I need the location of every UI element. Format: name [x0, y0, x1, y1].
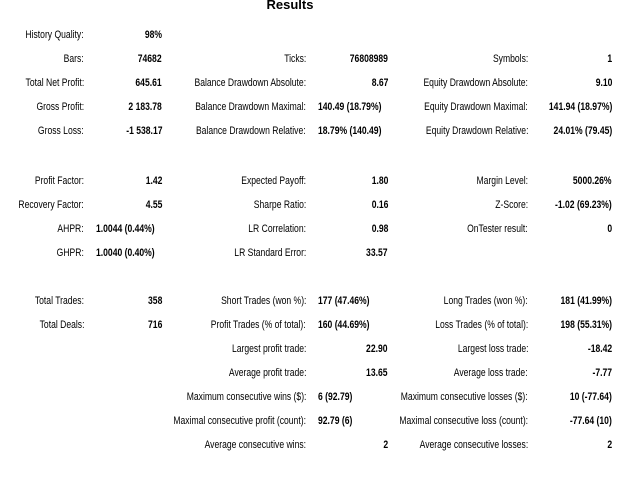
label-b: LR Correlation: — [248, 223, 306, 235]
results-row — [0, 339, 640, 359]
label-c: Z-Score: — [495, 199, 528, 211]
value-a: 358 — [147, 295, 162, 307]
label-b: Expected Payoff: — [241, 175, 306, 187]
results-row — [0, 363, 640, 383]
label-a: Bars: — [63, 53, 84, 65]
value-b: 1.80 — [371, 175, 388, 187]
label-b: Balance Drawdown Relative: — [196, 125, 306, 137]
value-c: 24.01% (79.45) — [553, 125, 612, 137]
value-c: 9.10 — [595, 77, 612, 89]
results-row — [0, 243, 640, 263]
label-c: Symbols: — [492, 53, 528, 65]
results-row — [0, 387, 640, 407]
label-b: Balance Drawdown Maximal: — [195, 101, 306, 113]
value-c: -7.77 — [592, 367, 612, 379]
label-c: Long Trades (won %): — [444, 295, 528, 307]
label-c: Average loss trade: — [454, 367, 528, 379]
label-c: Equity Drawdown Maximal: — [424, 101, 528, 113]
value-c: -18.42 — [587, 343, 612, 355]
label-a: Profit Factor: — [34, 175, 84, 187]
value-a: 74682 — [138, 53, 162, 65]
value-a: 645.61 — [135, 77, 162, 89]
results-row — [0, 219, 640, 239]
results-row — [0, 435, 640, 455]
label-a: Gross Profit: — [36, 101, 84, 113]
value-a: 2 183.78 — [128, 101, 162, 113]
label-b: Average consecutive wins: — [204, 439, 306, 451]
value-b: 6 (92.79) — [318, 391, 353, 403]
value-c: 10 (-77.64) — [570, 391, 612, 403]
label-c: Largest loss trade: — [457, 343, 528, 355]
results-row — [0, 49, 640, 69]
label-a: Total Deals: — [39, 319, 84, 331]
label-c: OnTester result: — [467, 223, 528, 235]
value-c: -77.64 (10) — [570, 415, 612, 427]
value-b: 8.67 — [371, 77, 388, 89]
label-b: Sharpe Ratio: — [253, 199, 306, 211]
value-b: 18.79% (140.49) — [318, 125, 382, 137]
results-row — [0, 195, 640, 215]
label-a: History Quality: — [25, 29, 84, 41]
label-b: Balance Drawdown Absolute: — [194, 77, 306, 89]
value-a: 98% — [144, 29, 162, 41]
value-a: 716 — [147, 319, 162, 331]
label-a: Total Net Profit: — [25, 77, 84, 89]
value-b: 2 — [383, 439, 388, 451]
value-c: 0 — [607, 223, 612, 235]
value-c: 5000.26% — [573, 175, 612, 187]
label-c: Margin Level: — [476, 175, 528, 187]
value-b: 92.79 (6) — [318, 415, 353, 427]
results-row — [0, 171, 640, 191]
results-row — [0, 25, 640, 45]
value-a: 1.0040 (0.40%) — [96, 247, 155, 259]
results-row — [0, 73, 640, 93]
value-a: -1 538.17 — [125, 125, 162, 137]
label-a: GHPR: — [56, 247, 84, 259]
value-b: 140.49 (18.79%) — [318, 101, 382, 113]
label-a: Recovery Factor: — [18, 199, 84, 211]
label-c: Equity Drawdown Relative: — [425, 125, 528, 137]
value-b: 76808989 — [349, 53, 388, 65]
value-b: 0.98 — [371, 223, 388, 235]
label-b: Short Trades (won %): — [220, 295, 306, 307]
label-c: Average consecutive losses: — [419, 439, 528, 451]
results-row — [0, 411, 640, 431]
value-a: 1.42 — [145, 175, 162, 187]
label-c: Loss Trades (% of total): — [435, 319, 528, 331]
value-b: 0.16 — [371, 199, 388, 211]
results-row — [0, 121, 640, 141]
label-c: Maximal consecutive loss (count): — [399, 415, 528, 427]
value-a: 1.0044 (0.44%) — [96, 223, 155, 235]
value-b: 13.65 — [366, 367, 388, 379]
label-b: LR Standard Error: — [233, 247, 306, 259]
results-title: Results — [266, 0, 314, 12]
value-c: -1.02 (69.23%) — [555, 199, 612, 211]
label-a: AHPR: — [57, 223, 84, 235]
results-row — [0, 97, 640, 117]
value-b: 177 (47.46%) — [318, 295, 370, 307]
label-a: Total Trades: — [34, 295, 84, 307]
results-row — [0, 291, 640, 311]
value-c: 2 — [607, 439, 612, 451]
value-b: 33.57 — [366, 247, 388, 259]
results-row — [0, 315, 640, 335]
value-c: 198 (55.31%) — [560, 319, 612, 331]
label-a: Gross Loss: — [38, 125, 84, 137]
label-c: Equity Drawdown Absolute: — [423, 77, 528, 89]
label-b: Average profit trade: — [228, 367, 306, 379]
label-b: Maximal consecutive profit (count): — [173, 415, 306, 427]
value-c: 181 (41.99%) — [560, 295, 612, 307]
label-b: Profit Trades (% of total): — [211, 319, 306, 331]
label-b: Maximum consecutive wins ($): — [186, 391, 306, 403]
value-c: 1 — [607, 53, 612, 65]
value-b: 22.90 — [366, 343, 388, 355]
value-b: 160 (44.69%) — [318, 319, 370, 331]
label-b: Ticks: — [283, 53, 306, 65]
value-a: 4.55 — [145, 199, 162, 211]
label-c: Maximum consecutive losses ($): — [401, 391, 528, 403]
value-c: 141.94 (18.97%) — [548, 101, 612, 113]
label-b: Largest profit trade: — [231, 343, 306, 355]
